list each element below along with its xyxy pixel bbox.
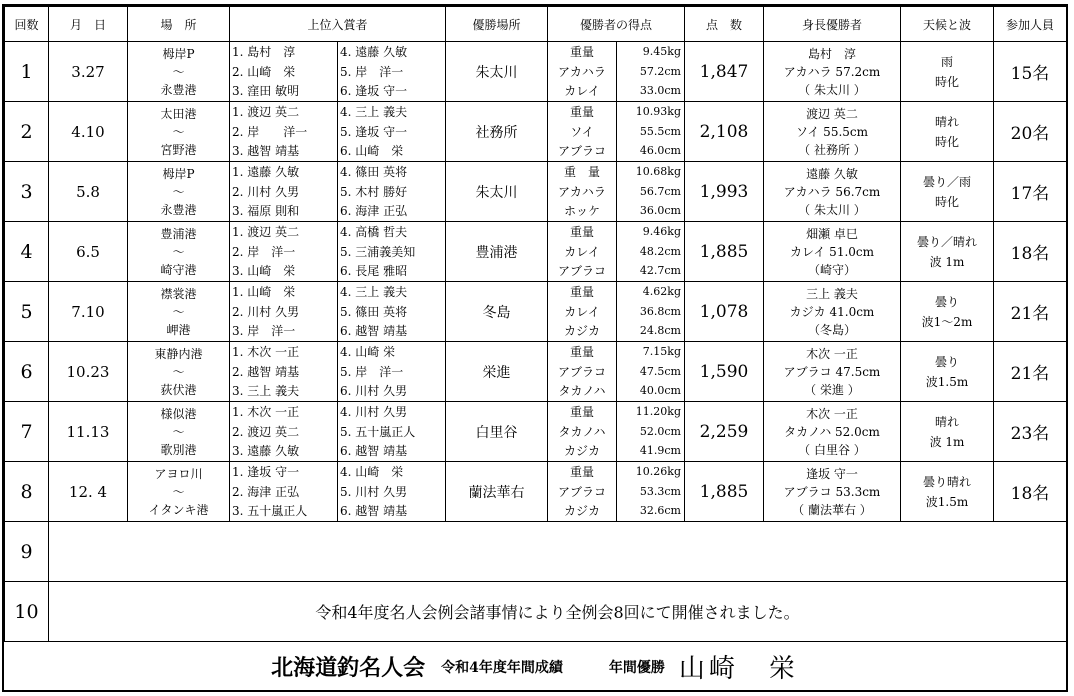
placer-entry: 2. 岸 洋一	[232, 124, 308, 139]
score-value: 36.0cm	[639, 204, 681, 217]
score-category: 重量	[569, 45, 594, 59]
score-category: アブラコ	[557, 364, 606, 379]
length-winner-line: 三上 義夫	[806, 286, 858, 301]
placer-entry: 6. 長尾 雅昭	[340, 264, 408, 278]
participants-cell: 15名	[994, 42, 1067, 102]
score-category: 重量	[569, 105, 594, 119]
location-line: 様似港	[160, 406, 197, 421]
length-winner-line: （崎守）	[807, 262, 856, 277]
participants-cell: 21名	[994, 342, 1067, 402]
winning-spot-cell: 朱太川	[446, 162, 548, 222]
top-placers-cell	[230, 42, 446, 102]
winner-score-cell	[548, 102, 685, 162]
location-cell	[128, 282, 230, 342]
results-sheet	[2, 4, 1068, 692]
location-line: ～	[172, 364, 185, 379]
header-points: 点 数	[685, 7, 764, 42]
length-winner-line: アカハラ 57.2cm	[783, 64, 881, 79]
weather-line: 波 1m	[929, 254, 965, 269]
table-row	[5, 42, 1067, 102]
placer-entry: 1. 木次 一正	[232, 345, 300, 359]
weather-line: 波 1m	[929, 434, 965, 449]
length-winner-line: 木次 一正	[806, 346, 858, 361]
score-category: カジカ	[563, 324, 600, 338]
participants-cell: 23名	[994, 402, 1067, 462]
length-winner-cell	[764, 42, 901, 102]
location-line: 栂岸P	[162, 46, 195, 61]
placer-entry: 3. 越智 靖基	[232, 144, 300, 158]
placer-entry: 5. 岸 洋一	[340, 364, 404, 379]
length-winner-line: 木次 一正	[806, 406, 858, 421]
participants-cell: 20名	[994, 102, 1067, 162]
location-line: ～	[172, 244, 185, 259]
location-line: ～	[172, 124, 185, 139]
length-winner-line: （ 朱太川 ）	[798, 202, 866, 217]
score-category: 重量	[569, 465, 594, 479]
location-line: イタンキ港	[148, 502, 209, 517]
winning-spot-cell: 冬島	[446, 282, 548, 342]
winning-spot-cell: 朱太川	[446, 42, 548, 102]
points-cell: 1,885	[685, 462, 764, 522]
length-winner-line: アブラコ 53.3cm	[783, 484, 881, 499]
length-winner-line: （ 蘭法華右 ）	[792, 502, 872, 517]
participants-cell: 18名	[994, 462, 1067, 522]
score-category: アブラコ	[557, 484, 606, 499]
location-line: 歌別港	[160, 442, 197, 457]
winner-score-cell	[548, 462, 685, 522]
length-winner-line: （ 栄進 ）	[804, 382, 860, 397]
weather-line: 時化	[934, 194, 959, 209]
table-row	[5, 342, 1067, 402]
round-number: 9	[5, 522, 49, 582]
score-category: カレイ	[564, 84, 600, 98]
score-value: 46.0cm	[639, 144, 681, 157]
table-body	[5, 42, 1067, 642]
table-row-note	[5, 582, 1067, 642]
placer-entry: 5. 川村 久男	[340, 484, 408, 499]
location-line: ～	[172, 184, 185, 199]
location-line: 荻伏港	[160, 382, 197, 397]
footer	[4, 643, 1066, 690]
table-row	[5, 162, 1067, 222]
annual-results-label: 令和4年度年間成績	[441, 659, 563, 676]
placer-entry: 6. 越智 靖基	[340, 444, 408, 458]
winner-score-cell	[548, 282, 685, 342]
placer-entry: 3. 五十嵐正人	[232, 504, 308, 518]
weather-line: 曇り晴れ	[922, 474, 971, 489]
placer-entry: 5. 篠田 英将	[340, 304, 408, 319]
table-row	[5, 102, 1067, 162]
score-value: 10.68kg	[635, 165, 681, 178]
annual-winner-name: 山崎 栄	[678, 654, 799, 684]
score-value: 42.7cm	[639, 264, 681, 277]
weather-line: 曇り／晴れ	[916, 234, 977, 249]
points-cell: 1,078	[685, 282, 764, 342]
location-line: 岬港	[166, 322, 191, 337]
table-row	[5, 222, 1067, 282]
table-row-empty	[5, 522, 1067, 582]
placer-entry: 1. 山崎 栄	[232, 285, 296, 299]
winner-score-cell	[548, 402, 685, 462]
weather-cell	[901, 222, 994, 282]
length-winner-cell	[764, 342, 901, 402]
placer-entry: 1. 遠藤 久敏	[232, 165, 300, 179]
score-value: 56.7cm	[639, 184, 681, 198]
length-winner-cell	[764, 462, 901, 522]
top-placers-cell	[230, 282, 446, 342]
location-line: 太田港	[160, 106, 197, 121]
placer-entry: 3. 福原 則和	[232, 204, 300, 218]
length-winner-line: カジカ 41.0cm	[789, 304, 875, 319]
score-category: カジカ	[563, 504, 600, 518]
weather-line: 雨	[940, 54, 953, 69]
weather-cell	[901, 462, 994, 522]
location-line: 襟裳港	[160, 286, 197, 301]
score-category: カレイ	[564, 244, 600, 259]
length-winner-cell	[764, 402, 901, 462]
length-winner-line: （ 白里谷 ）	[798, 442, 866, 457]
points-cell: 1,993	[685, 162, 764, 222]
placer-entry: 2. 渡辺 英二	[232, 424, 300, 439]
score-value: 41.9cm	[639, 444, 681, 457]
weather-line: 波1～2m	[921, 314, 973, 329]
score-value: 53.3cm	[639, 484, 681, 498]
score-value: 40.0cm	[639, 384, 681, 397]
score-value: 52.0cm	[639, 424, 681, 438]
score-category: アカハラ	[558, 184, 606, 199]
placer-entry: 6. 越智 靖基	[340, 324, 408, 338]
length-winner-line: タカノハ 52.0cm	[784, 424, 880, 439]
length-winner-line: 渡辺 英二	[806, 106, 858, 121]
round-number: 8	[5, 462, 49, 522]
date-cell: 7.10	[49, 282, 128, 342]
placer-entry: 2. 川村 久男	[232, 184, 300, 199]
season-note: 令和4年度名人会例会諸事情により全例会8回にて開催されました。	[49, 582, 1067, 642]
score-value: 11.20kg	[635, 405, 681, 418]
location-cell	[128, 102, 230, 162]
score-category: 重量	[569, 225, 594, 239]
score-value: 9.46kg	[642, 225, 681, 238]
results-table	[4, 6, 1067, 642]
length-winner-line: カレイ 51.0cm	[789, 244, 875, 259]
placer-entry: 5. 岸 洋一	[340, 64, 404, 79]
placer-entry: 1. 逢坂 守一	[232, 465, 300, 479]
score-value: 47.5cm	[639, 364, 681, 378]
location-line: ～	[172, 424, 185, 439]
round-number: 2	[5, 102, 49, 162]
top-placers-cell	[230, 162, 446, 222]
weather-cell	[901, 162, 994, 222]
score-category: 重量	[569, 405, 594, 419]
top-placers-cell	[230, 462, 446, 522]
length-winner-line: （冬島）	[807, 322, 856, 337]
weather-line: 波1.5m	[925, 374, 969, 389]
date-cell: 5.8	[49, 162, 128, 222]
points-cell: 1,590	[685, 342, 764, 402]
header-round: 回数	[5, 7, 49, 42]
points-cell: 1,885	[685, 222, 764, 282]
placer-entry: 1. 渡辺 英二	[232, 225, 300, 239]
score-category: カレイ	[564, 304, 600, 319]
header-winning-spot: 優勝場所	[446, 7, 548, 42]
location-cell	[128, 42, 230, 102]
score-value: 10.93kg	[635, 105, 681, 118]
header-weather-waves: 天候と波	[901, 7, 994, 42]
score-category: カジカ	[563, 444, 600, 458]
winning-spot-cell: 豊浦港	[446, 222, 548, 282]
location-line: 永豊港	[160, 202, 197, 217]
weather-line: 曇り	[934, 354, 959, 369]
length-winner-line: 逢坂 守一	[806, 466, 858, 481]
weather-cell	[901, 342, 994, 402]
score-value: 33.0cm	[639, 84, 681, 97]
winning-spot-cell: 社務所	[446, 102, 548, 162]
weather-line: 晴れ	[934, 114, 959, 129]
points-cell: 2,108	[685, 102, 764, 162]
location-cell	[128, 342, 230, 402]
club-name: 北海道釣名人会	[271, 655, 426, 681]
winner-score-cell	[548, 222, 685, 282]
score-value: 7.15kg	[642, 345, 681, 358]
participants-cell: 18名	[994, 222, 1067, 282]
weather-line: 時化	[934, 74, 959, 89]
date-cell: 10.23	[49, 342, 128, 402]
location-line: 宮野港	[160, 142, 197, 157]
round-number: 4	[5, 222, 49, 282]
score-value: 55.5cm	[639, 124, 681, 138]
date-cell: 11.13	[49, 402, 128, 462]
score-value: 32.6cm	[639, 504, 681, 517]
score-category: アブラコ	[557, 264, 606, 278]
date-cell: 6.5	[49, 222, 128, 282]
placer-entry: 5. 木村 勝好	[340, 184, 408, 199]
score-value: 10.26kg	[635, 465, 681, 478]
top-placers-cell	[230, 102, 446, 162]
weather-cell	[901, 42, 994, 102]
score-value: 57.2cm	[639, 64, 681, 78]
annual-winner-label: 年間優勝	[608, 659, 665, 676]
weather-line: 曇り	[934, 294, 959, 309]
placer-entry: 4. 遠藤 久敏	[340, 45, 408, 59]
location-cell	[128, 162, 230, 222]
placer-entry: 4. 篠田 英将	[340, 165, 408, 179]
winning-spot-cell: 栄進	[446, 342, 548, 402]
empty-cell	[49, 522, 1067, 582]
round-number: 1	[5, 42, 49, 102]
placer-entry: 3. 三上 義夫	[232, 384, 300, 398]
location-line: ～	[172, 64, 185, 79]
placer-entry: 2. 越智 靖基	[232, 364, 300, 379]
location-cell	[128, 462, 230, 522]
location-line: 豊浦港	[160, 226, 197, 241]
location-line: 永豊港	[160, 82, 197, 97]
participants-cell: 21名	[994, 282, 1067, 342]
location-line: 崎守港	[160, 262, 197, 277]
weather-cell	[901, 402, 994, 462]
top-placers-cell	[230, 342, 446, 402]
placer-entry: 1. 島村 淳	[232, 45, 296, 59]
placer-entry: 5. 逢坂 守一	[340, 124, 408, 139]
location-cell	[128, 222, 230, 282]
header-row	[5, 7, 1067, 42]
winner-score-cell	[548, 162, 685, 222]
placer-entry: 1. 木次 一正	[232, 405, 300, 419]
table-row	[5, 462, 1067, 522]
placer-entry: 2. 岸 洋一	[232, 244, 296, 259]
length-winner-line: 遠藤 久敏	[806, 166, 858, 181]
length-winner-line: ソイ 55.5cm	[795, 124, 869, 139]
length-winner-line: アブラコ 47.5cm	[783, 364, 881, 379]
score-category: ホッケ	[563, 204, 600, 218]
placer-entry: 6. 越智 靖基	[340, 504, 408, 518]
score-value: 24.8cm	[639, 324, 681, 337]
top-placers-cell	[230, 222, 446, 282]
score-category: 重量	[569, 345, 594, 359]
length-winner-line: 畑瀬 卓巳	[806, 226, 858, 241]
round-number: 6	[5, 342, 49, 402]
winning-spot-cell: 蘭法華右	[446, 462, 548, 522]
length-winner-line: アカハラ 56.7cm	[783, 184, 881, 199]
placer-entry: 6. 逢坂 守一	[340, 84, 408, 98]
location-line: 栂岸P	[162, 166, 195, 181]
length-winner-line: （ 社務所 ）	[798, 142, 866, 157]
winning-spot-cell: 白里谷	[446, 402, 548, 462]
header-length-winner: 身長優勝者	[764, 7, 901, 42]
placer-entry: 6. 川村 久男	[340, 384, 408, 398]
weather-line: 晴れ	[934, 414, 959, 429]
round-number: 3	[5, 162, 49, 222]
placer-entry: 4. 高橋 哲夫	[340, 225, 408, 239]
length-winner-cell	[764, 162, 901, 222]
placer-entry: 5. 五十嵐正人	[340, 424, 416, 439]
placer-entry: 5. 三浦義美知	[340, 244, 416, 259]
score-category: アカハラ	[558, 64, 606, 79]
winner-score-cell	[548, 42, 685, 102]
length-winner-cell	[764, 222, 901, 282]
header-participants: 参加人員	[994, 7, 1067, 42]
placer-entry: 4. 川村 久男	[340, 405, 408, 419]
score-category: ソイ	[570, 124, 594, 139]
top-placers-cell	[230, 402, 446, 462]
score-category: 重 量	[563, 165, 600, 179]
location-line: ～	[172, 484, 185, 499]
placer-entry: 2. 山崎 栄	[232, 64, 296, 79]
score-value: 36.8cm	[639, 304, 681, 318]
placer-entry: 3. 山崎 栄	[232, 264, 296, 278]
header-location: 場 所	[128, 7, 230, 42]
header-winner-score: 優勝者の得点	[548, 7, 685, 42]
length-winner-cell	[764, 282, 901, 342]
date-cell: 4.10	[49, 102, 128, 162]
placer-entry: 3. 岸 洋一	[232, 324, 296, 338]
score-category: 重量	[569, 285, 594, 299]
weather-cell	[901, 102, 994, 162]
length-winner-cell	[764, 102, 901, 162]
table-row	[5, 282, 1067, 342]
date-cell: 3.27	[49, 42, 128, 102]
score-category: アブラコ	[557, 144, 606, 158]
score-value: 4.62kg	[642, 285, 681, 298]
placer-entry: 4. 山崎 栄	[340, 465, 404, 479]
weather-line: 波1.5m	[925, 494, 969, 509]
placer-entry: 6. 山崎 栄	[340, 144, 404, 158]
placer-entry: 2. 川村 久男	[232, 304, 300, 319]
participants-cell: 17名	[994, 162, 1067, 222]
location-cell	[128, 402, 230, 462]
placer-entry: 4. 山崎 栄	[340, 345, 396, 359]
winner-score-cell	[548, 342, 685, 402]
placer-entry: 3. 遠藤 久敏	[232, 444, 300, 458]
date-cell: 12. 4	[49, 462, 128, 522]
placer-entry: 2. 海津 正弘	[232, 484, 300, 499]
weather-cell	[901, 282, 994, 342]
location-line: アヨロ川	[154, 466, 203, 481]
placer-entry: 4. 三上 義夫	[340, 105, 408, 119]
placer-entry: 6. 海津 正弘	[340, 204, 408, 218]
round-number: 5	[5, 282, 49, 342]
weather-line: 曇り／雨	[922, 174, 971, 189]
location-line: 東静内港	[154, 346, 203, 361]
table-row	[5, 402, 1067, 462]
score-category: タカノハ	[558, 424, 606, 439]
length-winner-line: （ 朱太川 ）	[798, 82, 866, 97]
round-number: 10	[5, 582, 49, 642]
score-value: 9.45kg	[642, 45, 681, 58]
header-date: 月 日	[49, 7, 128, 42]
score-category: タカノハ	[558, 384, 606, 398]
location-line: ～	[172, 304, 185, 319]
length-winner-line: 島村 淳	[807, 46, 856, 61]
round-number: 7	[5, 402, 49, 462]
score-value: 48.2cm	[639, 244, 681, 258]
placer-entry: 4. 三上 義夫	[340, 285, 408, 299]
weather-line: 時化	[934, 134, 959, 149]
placer-entry: 1. 渡辺 英二	[232, 105, 300, 119]
placer-entry: 3. 窪田 敏明	[232, 84, 300, 98]
points-cell: 1,847	[685, 42, 764, 102]
header-top-placers: 上位入賞者	[230, 7, 446, 42]
points-cell: 2,259	[685, 402, 764, 462]
